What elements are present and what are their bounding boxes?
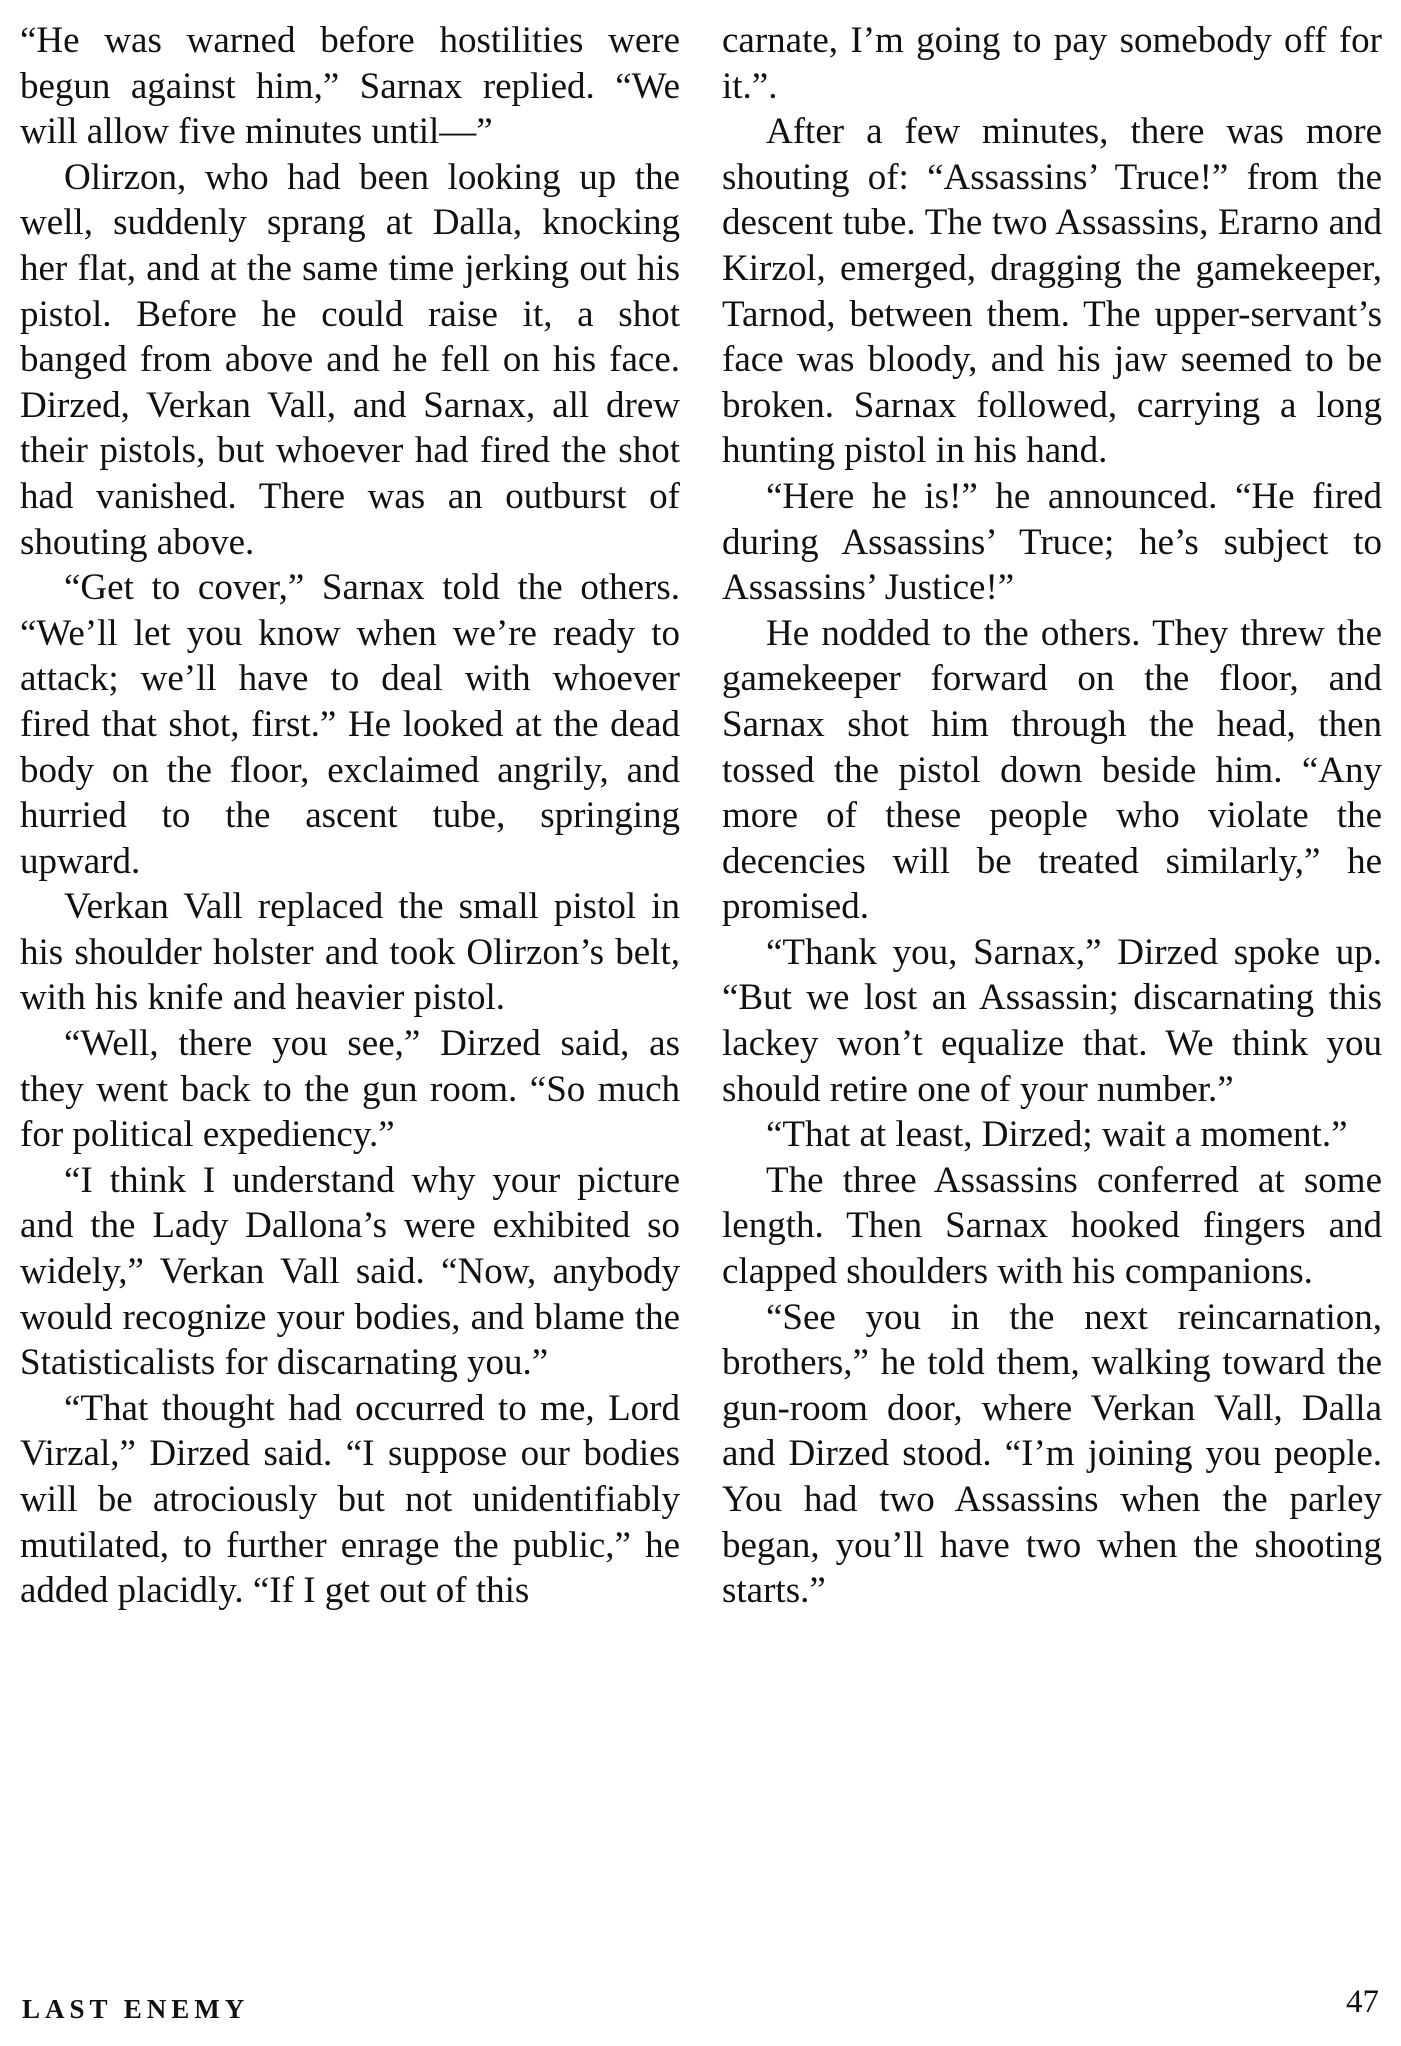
paragraph: He nodded to the others. They threw the gamekeeper forward on the floor, and Sarnax shot him through the head, then tossed the pistol down beside him. “Any more of these people who violate the decencies will be treated similarly,” he promised. [722, 612, 1382, 928]
paragraph: “See you in the next reincarnation, brothers,” he told them, walking toward the gun-room door, where Verkan Vall, Dalla and Dirzed stood. “I’m joining you people. You had two Assassins when the parley began, you’ll have two when the shooting starts.” [722, 1296, 1382, 1612]
paragraph: Olirzon, who had been looking up the well, suddenly sprang at Dalla, knocking her flat, and at the same time jerking out his pistol. Before he could raise it, a shot banged from above and he fell on his face. Dirzed, Verkan Vall, and Sarnax, all drew their pistols, but whoever had fired the shot had vanished. There was an outburst of shouting above. [20, 156, 680, 563]
paragraph: “Get to cover,” Sarnax told the others. “We’ll let you know when we’re ready to attack; we’ll have to deal with whoever fired that shot, first.” He looked at the dead body on the floor, exclaimed angrily, and hurried to the ascent tube, springing upward. [20, 567, 680, 882]
paragraph: “That thought had occurred to me, Lord Virzal,” Dirzed said. “I suppose our bodies will be atrociously but not unidentifiably mutilated, to further enrage the public,” he added placidly. “If I get out of this [20, 1387, 680, 1612]
paragraph: “Thank you, Sarnax,” Dirzed spoke up. “But we lost an Assassin; discarnating this lackey won’t equalize that. We think you should retire one of your number.” [722, 931, 1382, 1110]
paragraph: “I think I understand why your picture and the Lady Dallona’s were exhibited so widely,” Verkan Vall said. “Now, anybody would recognize your bodies, and blame the Statisticalists for discarnating you.” [20, 1159, 680, 1384]
paragraph: After a few minutes, there was more shouting of: “Assassins’ Truce!” from the descent tube. The two Assassins, Erarno and Kirzol, emerged, dragging the gamekeeper, Tarnod, between them. The upper-servant’s face was bloody, and his jaw seemed to be broken. Sarnax followed, carrying a long hunting pistol in his hand. [722, 111, 1382, 472]
running-title: LAST ENEMY [22, 1994, 250, 2024]
paragraph: “Well, there you see,” Dirzed said, as they went back to the gun room. “So much for political expediency.” [20, 1023, 680, 1156]
right-text-column [722, 18, 1382, 1614]
paragraph: “He was warned before hostilities were begun against him,” Sarnax replied. “We will allow five minutes until—” [20, 20, 680, 153]
paragraph: carnate, I’m going to pay somebody off for it.”. [722, 20, 1382, 107]
paragraph: The three Assassins conferred at some length. Then Sarnax hooked fingers and clapped shoulders with his companions. [722, 1159, 1382, 1293]
paragraph: “Here he is!” he announced. “He fired during Assassins’ Truce; he’s subject to Assassins’ Justice!” [722, 475, 1382, 609]
page-number: 47 [1346, 1984, 1379, 2020]
paragraph: Verkan Vall replaced the small pistol in his shoulder holster and took Olirzon’s belt, with his knife and heavier pistol. [20, 886, 680, 1019]
left-text-column [20, 18, 680, 1614]
paragraph: “That at least, Dirzed; wait a moment.” [766, 1114, 1348, 1156]
